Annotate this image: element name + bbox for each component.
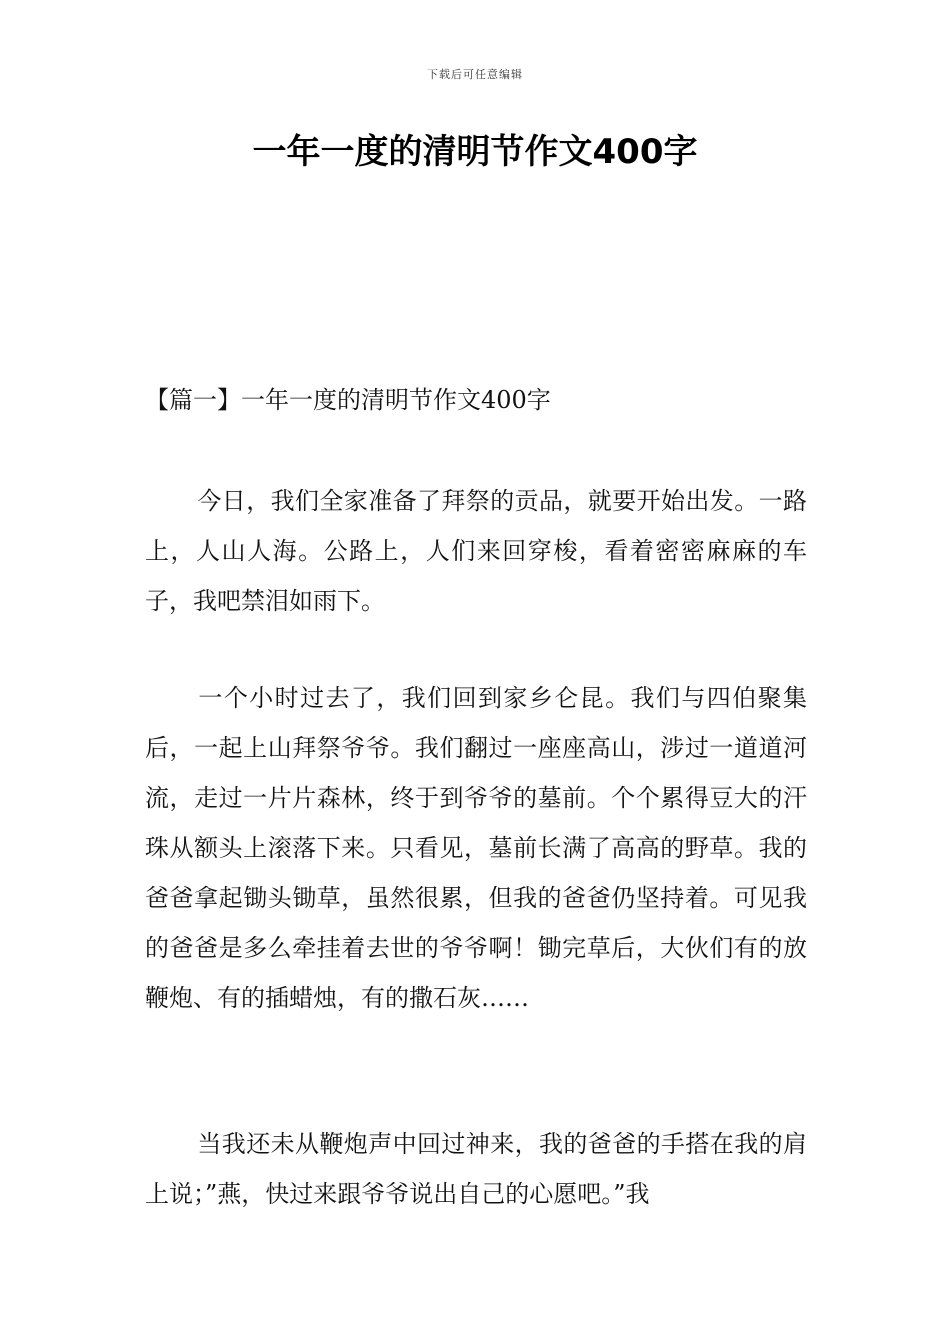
paragraph-3-text: 当我还未从鞭炮声中回过神来，我的爸爸的手搭在我的肩上说；”燕，快过来跟爷爷说出自己的心愿吧。”我 (145, 1130, 807, 1208)
document-title: 一年一度的清明节作文400字 (252, 132, 698, 172)
paragraph-1-text: 今日，我们全家准备了拜祭的贡品，就要开始出发。一路上，人山人海。公路上，人们来回穿梭，看着密密麻麻的车子，我吧禁泪如雨下。 (145, 487, 807, 615)
section-heading: 【篇一】一年一度的清明节作文400字 (145, 386, 551, 414)
paragraph-2-text: 一个小时过去了，我们回到家乡仑昆。我们与四伯聚集后，一起上山拜祭爷爷。我们翻过一座座高山，涉过一道道河流，走过一片片森林，终于到爷爷的墓前。个个累得豆大的汗珠从额头上滚落下来。只看见，墓前长满了高高的野草。我的爸爸拿起锄头锄草，虽然很累，但我的爸爸仍坚持着。可见我的爸爸是多么牵挂着去世的爷爷啊！锄完草后，大伙们有的放鞭炮、有的插蜡烛，有的撒石灰…… (145, 684, 807, 1012)
paragraph-3 (145, 1119, 807, 1219)
header-note: 下载后可任意编辑 (427, 68, 523, 81)
paragraph-2 (145, 673, 807, 1023)
paragraph-1 (145, 476, 807, 626)
